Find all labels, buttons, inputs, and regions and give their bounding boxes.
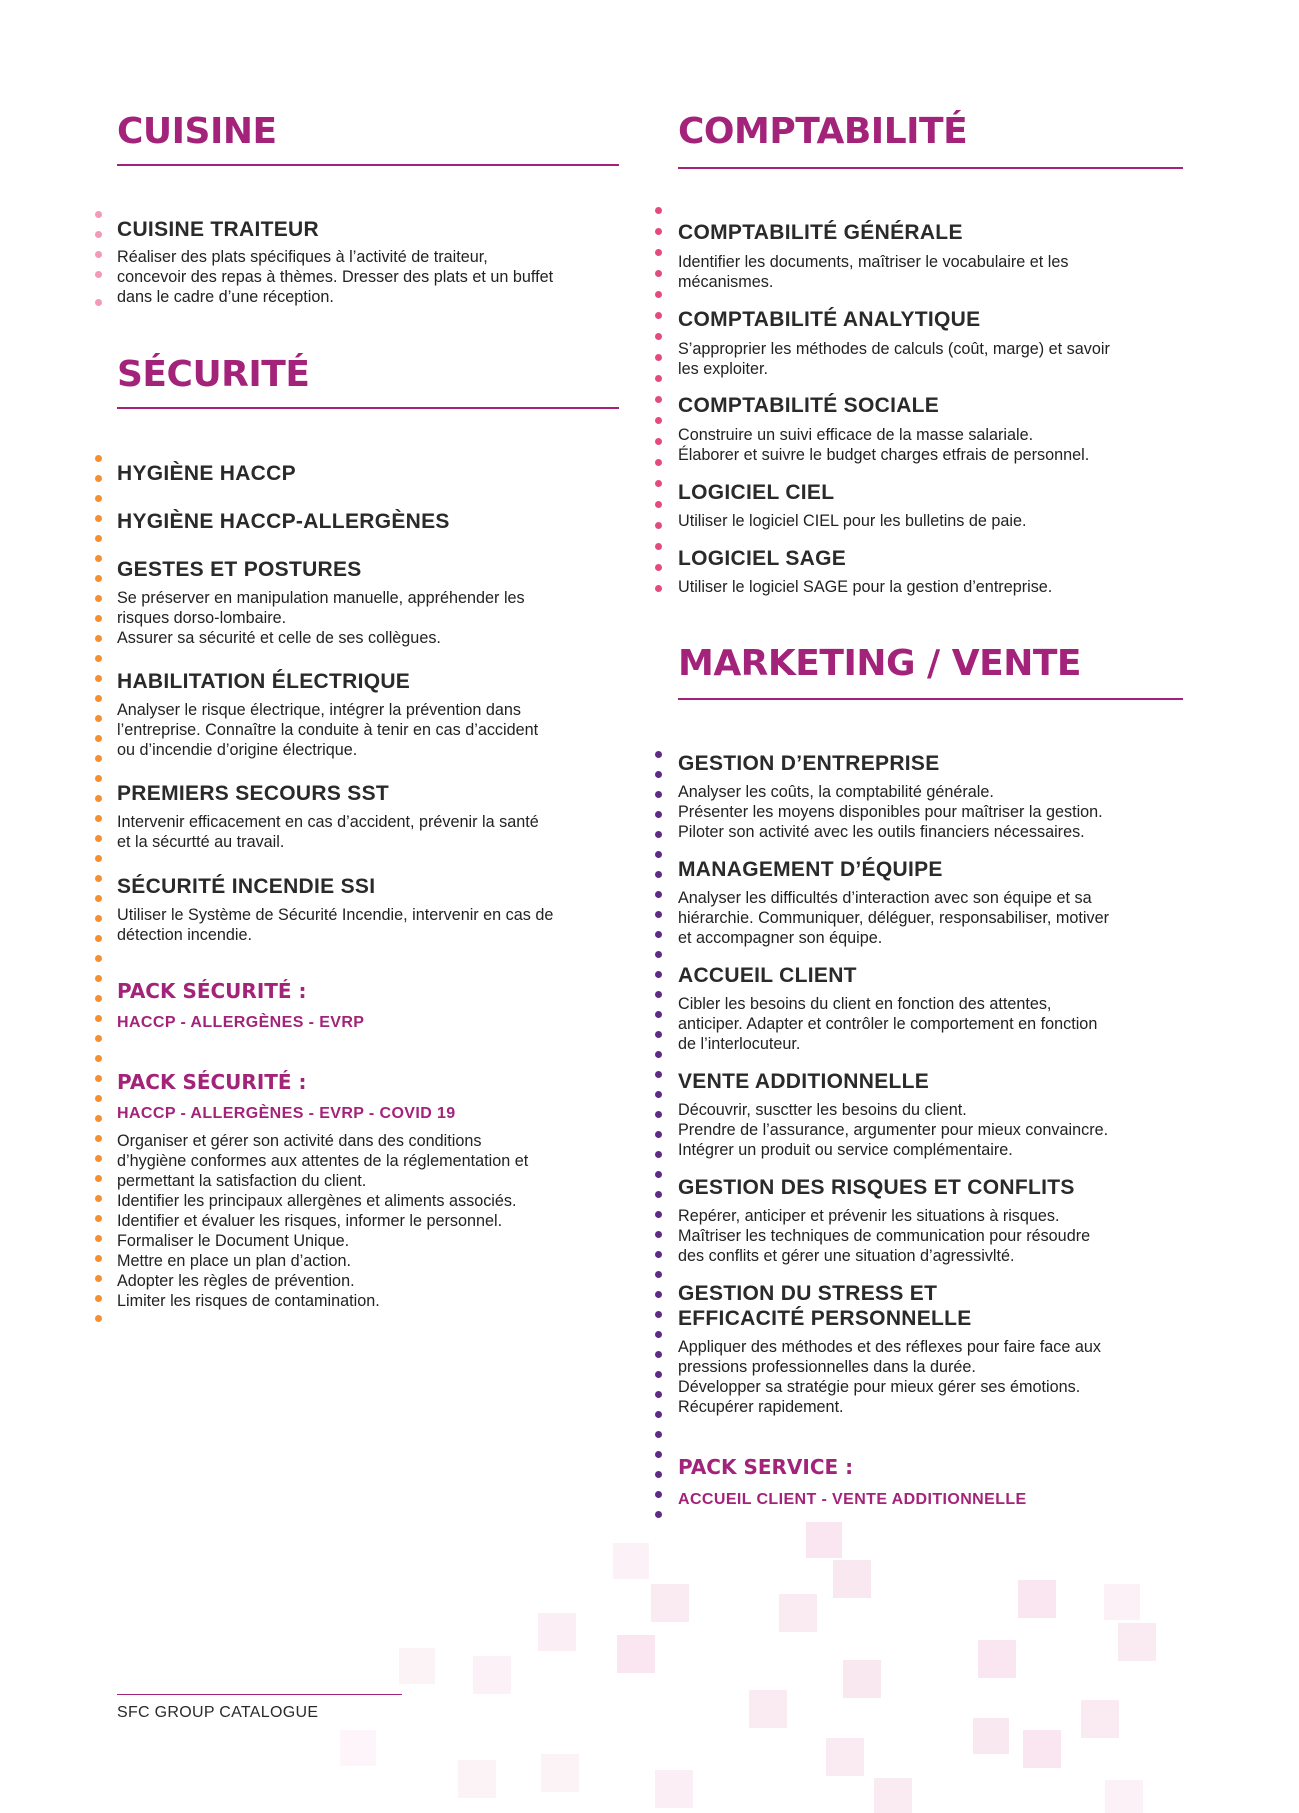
- course-description: Réaliser des plats spécifiques à l’activité de traiteur, concevoir des repas à thèmes. Dresser des plats et un buffet dans le cadre d’une réception.: [117, 248, 554, 306]
- course-description: Utiliser le Système de Sécurité Incendie, intervenir en cas de détection incendie.: [117, 906, 554, 944]
- footer-label: SFC GROUP CATALOGUE: [117, 1704, 319, 1721]
- course-description: Identifier les documents, maîtriser le vocabulaire et les mécanismes.: [678, 253, 1069, 291]
- course-description: S’approprier les méthodes de calculs (coût, marge) et savoir les exploiter.: [678, 340, 1110, 378]
- course-description: Repérer, anticiper et prévenir les situations à risques. Maîtriser les techniques de communication pour résoudre des conflits et gérer une situation d’agressivlté.: [678, 1207, 1091, 1265]
- course-description: Utiliser le logiciel CIEL pour les bulletins de paie.: [678, 512, 1027, 530]
- course-title: CUISINE TRAITEUR: [117, 218, 319, 241]
- section-divider: [117, 164, 619, 166]
- section-title-securite: SÉCURITÉ: [117, 354, 310, 395]
- section-divider: [117, 407, 619, 409]
- course-title: GESTION DES RISQUES ET CONFLITS: [678, 1176, 1075, 1199]
- section-title-comptabilite: COMPTABILITÉ: [678, 111, 968, 152]
- course-title: VENTE ADDITIONNELLE: [678, 1070, 930, 1093]
- pack-title: PACK SERVICE :: [678, 1455, 854, 1479]
- course-description: Cibler les besoins du client en fonction des attentes, anticiper. Adapter et contrôler le comportement en fonction de l’interlocuteur.: [678, 995, 1098, 1053]
- course-title: MANAGEMENT D’ÉQUIPE: [678, 858, 943, 881]
- section-title-marketing: MARKETING / VENTE: [678, 643, 1081, 684]
- course-title: HYGIÈNE HACCP: [117, 462, 296, 485]
- course-description: Intervenir efficacement en cas d’accident, prévenir la santé et la sécurtté au travail.: [117, 813, 539, 851]
- course-description: Analyser les difficultés d’interaction avec son équipe et sa hiérarchie. Communiquer, déléguer, responsabiliser, motiver et accompagner son équipe.: [678, 889, 1109, 947]
- course-title: GESTION D’ENTREPRISE: [678, 752, 940, 775]
- course-title: GESTES ET POSTURES: [117, 558, 362, 581]
- course-title: HABILITATION ÉLECTRIQUE: [117, 670, 411, 693]
- course-description: Découvrir, susctter les besoins du client. Prendre de l’assurance, argumenter pour mieux convaincre. Intégrer un produit ou service complémentaire.: [678, 1101, 1109, 1159]
- course-title: GESTION DU STRESS ET EFFICACITÉ PERSONNELLE: [678, 1282, 972, 1330]
- course-description: Appliquer des méthodes et des réflexes pour faire face aux pressions professionnelles dans la durée. Développer sa stratégie pour mieux gérer ses émotions. Récupérer rapidement.: [678, 1338, 1101, 1416]
- pack-subtitle: ACCUEIL CLIENT - VENTE ADDITIONNELLE: [678, 1491, 1027, 1508]
- course-title: ACCUEIL CLIENT: [678, 964, 857, 987]
- pack-title: PACK SÉCURITÉ :: [117, 1070, 307, 1094]
- section-title-cuisine: CUISINE: [117, 111, 277, 152]
- course-description: Construire un suivi efficace de la masse salariale. Élaborer et suivre le budget charges etfrais de personnel.: [678, 426, 1090, 464]
- course-title: LOGICIEL CIEL: [678, 481, 835, 504]
- course-title: LOGICIEL SAGE: [678, 547, 847, 570]
- course-description: Analyser le risque électrique, intégrer la prévention dans l’entreprise. Connaître la conduite à tenir en cas d’accident ou d’incendie d’origine électrique.: [117, 701, 539, 759]
- course-title: HYGIÈNE HACCP-ALLERGÈNES: [117, 510, 450, 533]
- course-title: PREMIERS SECOURS SST: [117, 782, 390, 805]
- course-description: Utiliser le logiciel SAGE pour la gestion d’entreprise.: [678, 578, 1053, 596]
- course-title: COMPTABILITÉ GÉNÉRALE: [678, 221, 963, 244]
- course-title: COMPTABILITÉ ANALYTIQUE: [678, 308, 981, 331]
- pack-title: PACK SÉCURITÉ :: [117, 979, 307, 1003]
- section-divider: [678, 698, 1183, 700]
- footer-divider: [117, 1694, 402, 1695]
- course-title: COMPTABILITÉ SOCIALE: [678, 394, 940, 417]
- pack-description: Organiser et gérer son activité dans des conditions d’hygiène conformes aux attentes de la réglementation et permettant la satisfaction du client. Identifier les principaux allergènes et aliments associés. Identifier et évaluer les risques, informer le personnel. Formaliser le Document Unique. Mettre en place un plan d’action. Adopter les règles de prévention. Limiter les risques de contamination.: [117, 1132, 529, 1310]
- course-description: Analyser les coûts, la comptabilité générale. Présenter les moyens disponibles pour maîtriser la gestion. Piloter son activité avec les outils financiers nécessaires.: [678, 783, 1103, 841]
- section-divider: [678, 167, 1183, 169]
- pack-subtitle: HACCP - ALLERGÈNES - EVRP: [117, 1014, 365, 1031]
- pack-subtitle: HACCP - ALLERGÈNES - EVRP - COVID 19: [117, 1105, 456, 1122]
- course-description: Se préserver en manipulation manuelle, appréhender les risques dorso-lombaire. Assurer sa sécurité et celle de ses collègues.: [117, 589, 525, 647]
- course-title: SÉCURITÉ INCENDIE SSI: [117, 875, 376, 898]
